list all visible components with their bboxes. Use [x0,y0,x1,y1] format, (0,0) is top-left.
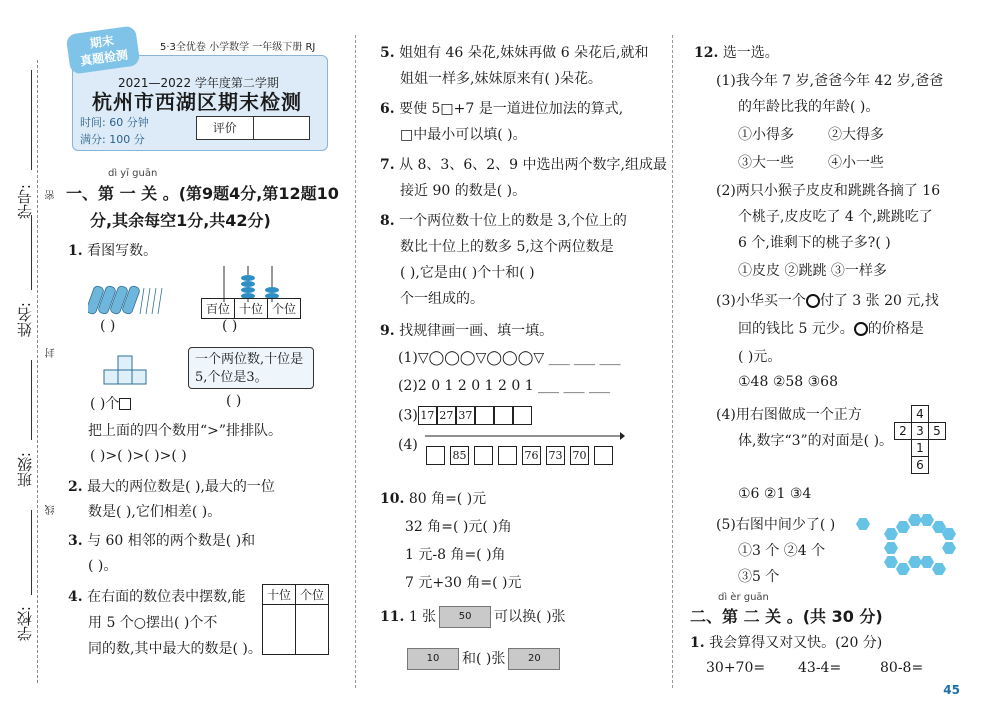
pattern-box[interactable] [494,406,513,425]
q12-p1-line1: (1)我今年 7 岁,爸爸今年 42 岁,爸爸 [716,73,944,89]
q12-p2-line3[interactable]: 6 个,谁剩下的桃子多?( ) [738,235,891,251]
hexagon-cell [908,514,922,526]
q11: 11. 1 张 50 可以换( )张 [380,606,566,628]
q10-line4[interactable]: 7 元+30 角=( )元 [405,575,522,591]
section2-pinyin: dì èr guān [718,592,769,603]
q1-hint-box: 一个两位数,十位是5,个位是3。 [188,347,314,389]
page-number: 45 [943,683,960,697]
exam-badge: 期末 真题检测 [66,25,141,74]
series-label: 5·3全优卷 小学数学 一年级下册 RJ [160,42,316,53]
q12: 12. 选一选。 [694,45,779,61]
q6-line2[interactable]: □中最小可以填( )。 [400,127,527,143]
q12-p3-line2: 回的钱比 5 元少。 的价格是 [738,321,924,337]
q12-p1-option2[interactable]: ②大得多 [828,127,884,143]
q12-p3-options[interactable]: ①48 ②58 ③68 [738,374,838,390]
q8-line2: 数比十位上的数多 5,这个两位数是 [400,239,614,255]
q10-line3[interactable]: 1 元-8 角=( )角 [405,547,506,563]
q9: 9. 找规律画一画、填一填。 [380,323,554,339]
q7-line2[interactable]: 接近 90 的数是( )。 [400,183,527,199]
number-line-box[interactable] [594,446,613,465]
hexagon-cell [908,556,922,568]
q1-order-instruction: 把上面的四个数用“>”排排队。 [88,423,283,439]
q4-place-value-table: 十位 个位 [262,584,329,655]
section2-title: 二、第 二 关 。(共 30 分) [690,607,883,626]
q9-pattern-3[interactable]: (3) 17 27 37 [398,406,532,425]
student-no-label: 学号: [16,184,34,220]
section1-title-cont: 分,其余每空1分,共42分) [90,211,271,230]
seal-mark-mi: 密 [46,190,57,200]
q11-line2[interactable]: 10 和( )张 20 [404,648,563,670]
pattern-box[interactable] [475,406,494,425]
q9-pattern-1[interactable]: (1)▽◯◯◯▽◯◯◯▽ ___ ___ ___ [398,350,621,366]
number-line-box[interactable]: 76 [522,446,541,465]
q12-p2-options[interactable]: ①皮皮 ②跳跳 ③一样多 [738,263,887,279]
q3-line2[interactable]: ( )。 [88,558,118,574]
name-label: 姓名: [16,302,34,338]
hexagon-cell [896,563,910,575]
q10: 10. 80 角=( )元 [380,491,487,507]
hexagon-cell [884,528,898,540]
time-limit: 时间: 60 分钟 [80,116,149,129]
school-label: 学校: [16,606,34,642]
school-blank [31,510,32,595]
hexagon-cell [942,542,956,554]
q9-number-line-boxes[interactable] [426,446,613,465]
q12-p4-options[interactable]: ①6 ②1 ③4 [738,486,812,502]
q13-expr-1[interactable]: 30+70= [706,660,766,676]
number-line-box[interactable]: 70 [570,446,589,465]
q8-line3[interactable]: ( ),它是由( )个十和( ) [400,265,535,281]
column-divider-2 [672,35,673,688]
pattern-box[interactable]: 17 [418,406,437,425]
column-divider-1 [355,35,356,688]
q12-p1-option1[interactable]: ①小得多 [738,127,794,143]
q1-order-chain[interactable]: ( )>( )>( )>( ) [90,448,187,464]
banknote-10: 10 [407,648,459,670]
class-label: 班级: [16,452,34,488]
q1-place-value-table: 百位 十位 个位 [201,298,301,319]
q7: 7. 从 8、3、6、2、9 中选出两个数字,组成最 [380,157,667,173]
hexagon-cell [884,542,898,554]
q5-line2[interactable]: 姐姐一样多,妹妹原来有( )朵花。 [400,71,602,87]
pattern-box[interactable] [513,406,532,425]
q1-answer-3[interactable]: ( )个 [90,393,131,413]
q12-p3-line1: (3)小华买一个 付了 3 张 20 元,找 [716,293,939,309]
q6: 6. 要使 5□+7 是一道进位加法的算式, [380,101,624,117]
q8-line4: 个一组成的。 [400,291,484,307]
q4: 4. 在右面的数位表中摆数,能 [68,589,246,605]
q12-p4-line2[interactable]: 体,数字“3”的对面是( )。 [738,433,894,449]
q12-p5-option3[interactable]: ③5 个 [738,569,780,585]
q12-p5-options[interactable]: ①3 个 ②4 个 [738,543,826,559]
hexagon-cell [920,514,934,526]
full-score: 满分: 100 分 [80,133,145,146]
section1-pinyin: dì yī guān [108,168,158,179]
q9-pattern-4[interactable]: (4) [398,437,418,453]
q4-line2[interactable]: 用 5 个○摆出( )个不 [88,615,218,631]
hexagon-cell [932,563,946,575]
q12-p2-line2: 个桃子,皮皮吃了 4 个,跳跳吃了 [738,209,933,225]
q12-p4-line1: (4)用右图做成一个正方 [716,407,862,423]
hexagon-cell [884,556,898,568]
grade-box: 评价 [196,116,310,140]
q12-p5-line1[interactable]: (5)右图中间少了( ) [716,517,836,533]
q9-pattern-2[interactable]: (2)2 0 1 2 0 1 2 0 1 ___ ___ ___ [398,378,610,394]
cube-net-figure: 4 2 3 5 1 6 [894,405,946,474]
seal-mark-feng: 封 [46,348,57,358]
bundled-sticks-figure [88,280,168,316]
q1-answer-4[interactable]: ( ) [226,393,242,409]
q12-p1-option4[interactable]: ④小一些 [828,155,884,171]
exam-title: 杭州市西湖区期末检测 [92,90,302,114]
soccer-ball-icon [806,294,820,308]
number-line-box[interactable]: 85 [450,446,469,465]
q1-answer-1[interactable]: ( ) [100,318,116,334]
q13-expr-2[interactable]: 43-4= [798,660,842,676]
class-blank [31,360,32,440]
q8: 8. 一个两位数十位上的数是 3,个位上的 [380,213,627,229]
banknote-20: 20 [508,648,560,670]
q12-p3-line3[interactable]: ( )元。 [738,349,782,365]
number-line-box[interactable] [426,446,445,465]
q12-p1-option3[interactable]: ③大一些 [738,155,794,171]
q13-expr-3[interactable]: 80-8= [880,660,924,676]
banknote-50: 50 [439,606,491,628]
hexagon-cell [896,521,910,533]
hexagon-cell [920,556,934,568]
cubes-figure [100,352,160,390]
number-line-box[interactable] [498,446,517,465]
q4-line3[interactable]: 同的数,其中最大的数是( )。 [88,641,262,657]
pattern-box[interactable]: 37 [456,406,475,425]
hexagon-ring-figure [884,514,954,570]
q2-line2[interactable]: 数是( ),它们相差( )。 [88,504,222,520]
number-line-box[interactable]: 73 [546,446,565,465]
soccer-ball-icon [854,322,868,336]
name-blank [31,215,32,290]
pattern-box[interactable]: 27 [437,406,456,425]
student-no-blank [31,70,32,170]
q1: 1. 看图写数。 [68,243,158,259]
q2: 2. 最大的两位数是( ),最大的一位 [68,479,275,495]
q12-p1-line2[interactable]: 的年龄比我的年龄( )。 [738,99,880,115]
q10-line2[interactable]: 32 角=( )元( )角 [405,519,512,535]
number-line-arrow [425,431,625,441]
seal-mark-xian: 线 [46,505,57,515]
section1-title: 一、第 一 关 。(第9题4分,第12题10 [66,184,339,203]
number-line-box[interactable] [474,446,493,465]
school-year: 2021—2022 学年度第二学期 [118,76,279,90]
q1-answer-2[interactable]: ( ) [222,318,238,334]
q12-p2-line1: (2)两只小猴子皮皮和跳跳各摘了 16 [716,183,941,199]
hexagon-icon [856,518,870,530]
q13: 1. 我会算得又对又快。(20 分) [690,635,883,651]
abacus-beads-figure [208,264,288,302]
binding-line [37,60,38,683]
q3: 3. 与 60 相邻的两个数是( )和 [68,533,256,549]
q5: 5. 姐姐有 46 朵花,妹妹再做 6 朵花后,就和 [380,45,649,61]
